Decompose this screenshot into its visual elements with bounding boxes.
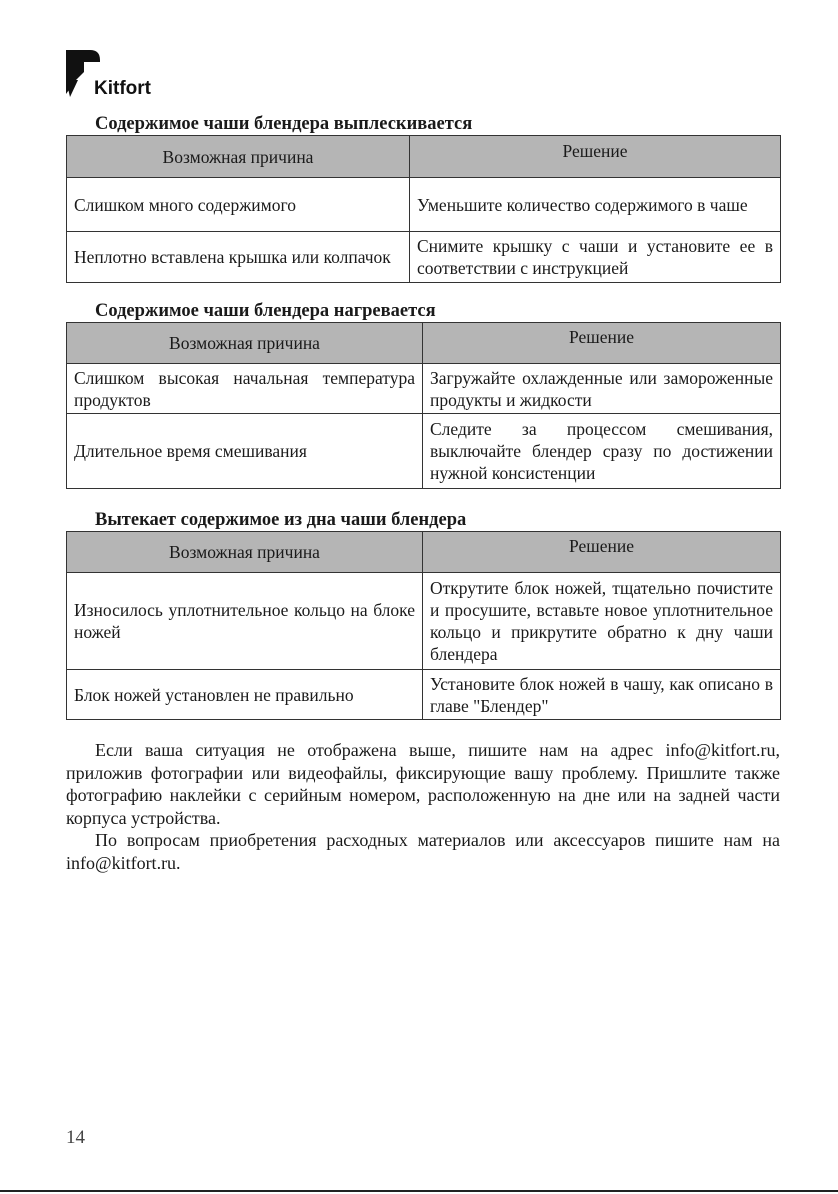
page-number: 14 bbox=[66, 1127, 85, 1148]
header-cause: Возможная причина bbox=[67, 323, 423, 364]
cause-cell: Слишком высокая начальная температура продуктов bbox=[67, 364, 423, 414]
table-header-row bbox=[67, 323, 781, 364]
header-solution: Решение bbox=[423, 323, 781, 364]
table-row bbox=[67, 670, 781, 720]
section-heating bbox=[66, 300, 780, 489]
section-title: Вытекает содержимое из дна чаши блендера bbox=[95, 510, 467, 530]
section-leaking bbox=[66, 509, 780, 720]
contact-info bbox=[66, 739, 780, 874]
accessories-paragraph: По вопросам приобретения расходных материалов или аксессуаров пишите нам на info@kitfort.ru. bbox=[66, 830, 780, 873]
contact-paragraph: Если ваша ситуация не отображена выше, пишите нам на адрес info@kitfort.ru, приложив фотографии или видеофайлы, фиксирующие вашу проблему. Пришлите также фотографию наклейки с серийным номером, расположенную на дне или на задней части корпуса устройства. bbox=[66, 740, 780, 828]
section-splashing bbox=[66, 113, 780, 283]
bottom-divider bbox=[0, 1190, 838, 1192]
table-header-row bbox=[67, 532, 781, 573]
solution-cell: Снимите крышку с чаши и установите ее в соответствии с инструкцией bbox=[410, 232, 781, 283]
solution-cell: Установите блок ножей в чашу, как описано в главе "Блендер" bbox=[423, 670, 781, 720]
troubleshooting-table bbox=[66, 322, 781, 489]
section-title: Содержимое чаши блендера нагревается bbox=[95, 301, 436, 321]
solution-cell: Уменьшите количество содержимого в чаше bbox=[410, 178, 781, 232]
header-cause: Возможная причина bbox=[67, 532, 423, 573]
cause-cell: Слишком много содержимого bbox=[67, 178, 410, 232]
section-title: Содержимое чаши блендера выплескивается bbox=[95, 114, 473, 134]
table-row bbox=[67, 414, 781, 489]
table-header-row bbox=[67, 136, 781, 178]
table-row bbox=[67, 364, 781, 414]
kitfort-logo bbox=[64, 50, 174, 102]
solution-cell: Следите за процессом смешивания, выключайте блендер сразу по достижении нужной консистенции bbox=[423, 414, 781, 489]
cause-cell: Длительное время смешивания bbox=[67, 414, 423, 489]
logo-brand-text: Kitfort bbox=[94, 78, 151, 99]
table-row bbox=[67, 573, 781, 670]
header-solution: Решение bbox=[410, 136, 781, 178]
cause-cell: Блок ножей установлен не правильно bbox=[67, 670, 423, 720]
table-row bbox=[67, 178, 781, 232]
cause-cell: Износилось уплотнительное кольцо на блоке ножей bbox=[67, 573, 423, 670]
header-cause: Возможная причина bbox=[67, 136, 410, 178]
solution-cell: Открутите блок ножей, тщательно почистите и просушите, вставьте новое уплотнительное кольцо и прикрутите обратно к дну чаши блендера bbox=[423, 573, 781, 670]
troubleshooting-table bbox=[66, 135, 781, 283]
header-solution: Решение bbox=[423, 532, 781, 573]
cause-cell: Неплотно вставлена крышка или колпачок bbox=[67, 232, 410, 283]
table-row bbox=[67, 232, 781, 283]
solution-cell: Загружайте охлажденные или замороженные продукты и жидкости bbox=[423, 364, 781, 414]
troubleshooting-table bbox=[66, 531, 781, 720]
